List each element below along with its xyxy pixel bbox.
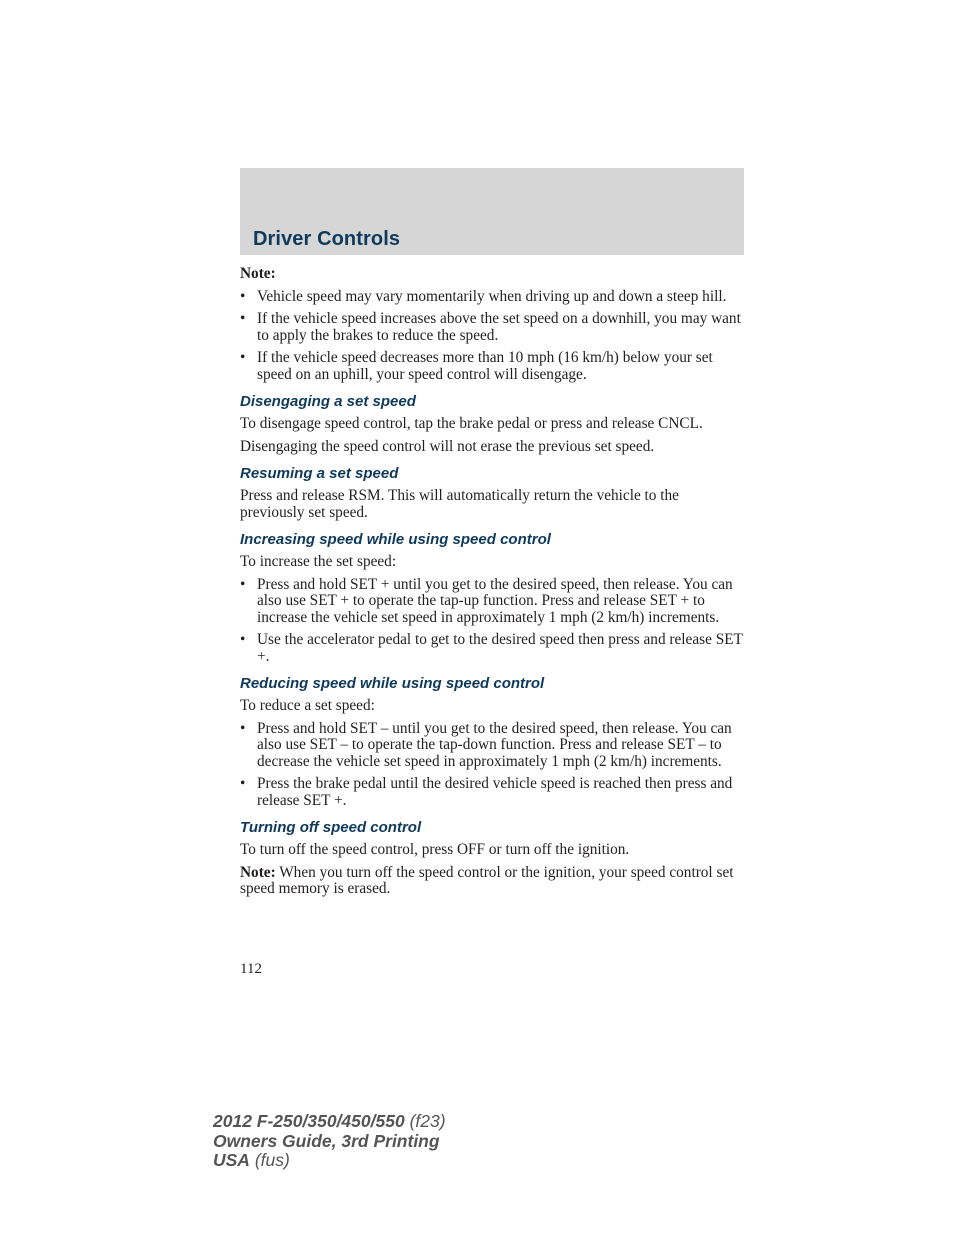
heading-reducing: Reducing speed while using speed control (240, 675, 545, 692)
footer-line-model: 2012 F-250/350/450/550 (f23) (213, 1111, 446, 1131)
paragraph: Press and release RSM. This will automatically return the vehicle to the previously set speed. (240, 487, 679, 521)
heading-turning-off: Turning off speed control (240, 819, 422, 836)
paragraph: To increase the set speed: (240, 553, 397, 570)
list-item: • Press and hold SET + until you get to the desired speed, then release. You can also use SET + to operate the tap-up function. Press and release SET + to increase the vehicle set speed in approximately 1 mph (2 km/h) increments. (240, 575, 733, 626)
list-item: • Press the brake pedal until the desired vehicle speed is reached then press and release SET +. (240, 775, 733, 809)
paragraph: To turn off the speed control, press OFF or turn off the ignition. (240, 841, 630, 858)
footer-line-guide: Owners Guide, 3rd Printing (213, 1130, 440, 1151)
paragraph: Disengaging the speed control will not erase the previous set speed. (240, 437, 655, 455)
note-list (240, 289, 744, 384)
footer (213, 1112, 446, 1171)
section-header-band (240, 168, 744, 255)
reducing-list (240, 721, 744, 810)
list-item: • Press and hold SET – until you get to the desired speed, then release. You can also use SET – to operate the tap-down function. Press and release SET – to decrease the vehicle set speed in approximately 1 mph (2 km/h) increments. (240, 719, 732, 770)
page-number: 112 (240, 961, 262, 977)
page-content (240, 266, 744, 904)
increasing-list (240, 577, 744, 666)
list-item: • If the vehicle speed decreases more than 10 mph (16 km/h) below your set speed on an uphill, your speed control will disengage. (240, 349, 713, 383)
note-heading: Note: (240, 265, 276, 282)
list-item: • Use the accelerator pedal to get to the desired speed then press and release SET +. (240, 631, 743, 665)
list-item: • Vehicle speed may vary momentarily when driving up and down a steep hill. (240, 287, 727, 305)
paragraph: To reduce a set speed: (240, 697, 375, 714)
heading-increasing: Increasing speed while using speed control (240, 531, 551, 548)
heading-resuming: Resuming a set speed (240, 465, 399, 482)
footer-line-region: USA (fus) (213, 1150, 290, 1170)
heading-disengaging: Disengaging a set speed (240, 393, 416, 410)
section-title: Driver Controls (253, 228, 401, 250)
list-item: • If the vehicle speed increases above the set speed on a downhill, you may want to apply the brakes to reduce the speed. (240, 310, 741, 344)
note-paragraph: Note: When you turn off the speed control or the ignition, your speed control set speed memory is erased. (240, 863, 734, 897)
paragraph: To disengage speed control, tap the brake pedal or press and release CNCL. (240, 415, 703, 432)
